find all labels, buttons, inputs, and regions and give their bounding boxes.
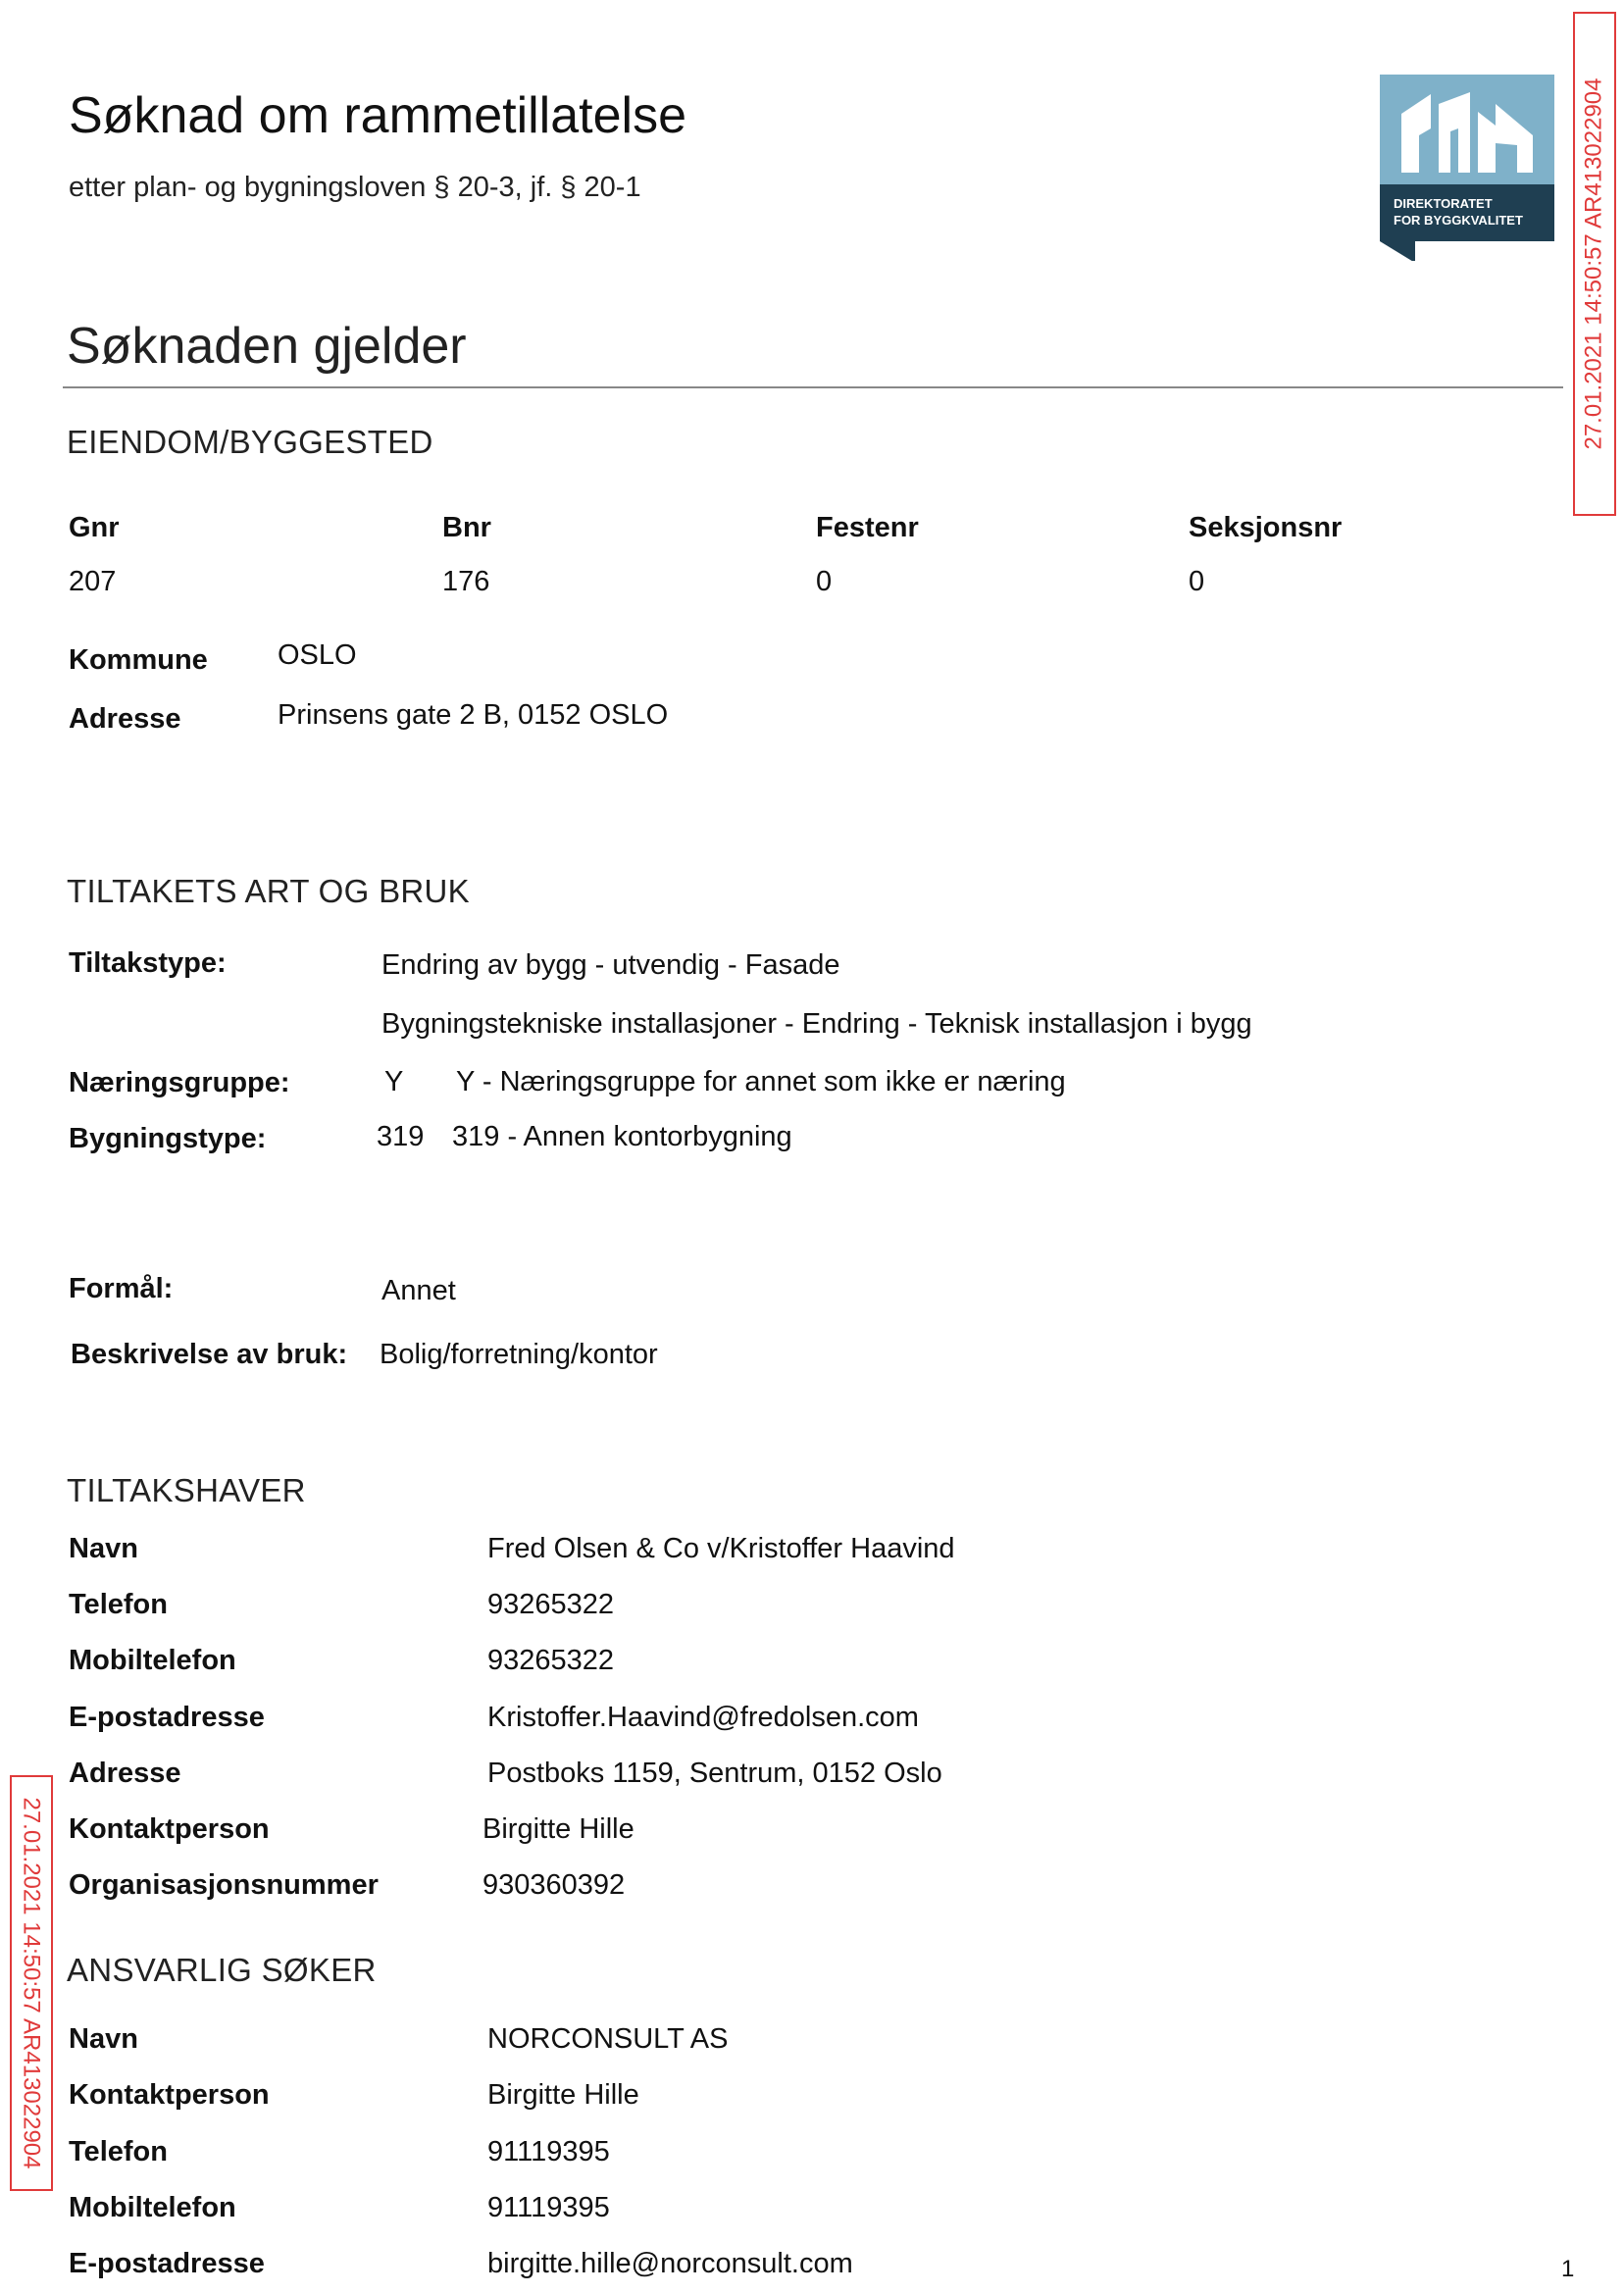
- bygningstype-value: 319 - Annen kontorbygning: [452, 1121, 792, 1152]
- soker-telefon-label: Telefon: [69, 2136, 168, 2167]
- soker-kontakt-value: Birgitte Hille: [487, 2079, 639, 2111]
- bygningstype-label: Bygningstype:: [69, 1123, 267, 1154]
- document-subtitle: etter plan- og bygningsloven § 20-3, jf. § 20-1: [69, 172, 641, 203]
- logo-text-line1: DIREKTORATET: [1394, 196, 1493, 211]
- tiltakshaver-adresse-value: Postboks 1159, Sentrum, 0152 Oslo: [487, 1758, 942, 1789]
- soker-telefon-value: 91119395: [487, 2136, 610, 2167]
- dibk-logo: [1380, 75, 1554, 261]
- tiltakshaver-orgnr-label: Organisasjonsnummer: [69, 1869, 379, 1901]
- value-bnr: 176: [442, 566, 490, 597]
- value-festenr: 0: [816, 566, 833, 597]
- adresse-label: Adresse: [69, 703, 181, 735]
- column-festenr: Festenr: [816, 512, 919, 543]
- kommune-label: Kommune: [69, 644, 208, 676]
- formal-value: Annet: [381, 1275, 456, 1306]
- section-title: Søknaden gjelder: [67, 318, 467, 375]
- document-title: Søknad om rammetillatelse: [69, 87, 686, 144]
- adresse-value: Prinsens gate 2 B, 0152 OSLO: [278, 699, 669, 731]
- beskrivelse-label: Beskrivelse av bruk:: [71, 1339, 348, 1370]
- page-number: 1: [1561, 2256, 1575, 2282]
- tiltakshaver-heading: TILTAKSHAVER: [67, 1472, 306, 1508]
- tiltakshaver-navn-value: Fred Olsen & Co v/Kristoffer Haavind: [487, 1533, 955, 1564]
- eiendom-heading: EIENDOM/BYGGESTED: [67, 424, 433, 460]
- tiltakstype-label: Tiltakstype:: [69, 947, 227, 979]
- tiltakshaver-kontakt-label: Kontaktperson: [69, 1813, 270, 1845]
- tiltakshaver-kontakt-value: Birgitte Hille: [482, 1813, 634, 1845]
- tiltakshaver-epost-value: Kristoffer.Haavind@fredolsen.com: [487, 1702, 919, 1733]
- kommune-value: OSLO: [278, 639, 357, 671]
- tiltakstype-value-2: Bygningstekniske installasjoner - Endring - Teknisk installasjon i bygg: [381, 1008, 1252, 1040]
- section-divider: [63, 386, 1563, 388]
- soker-kontakt-label: Kontaktperson: [69, 2079, 270, 2111]
- tiltakshaver-mobil-label: Mobiltelefon: [69, 1645, 236, 1676]
- tiltakshaver-epost-label: E-postadresse: [69, 1702, 265, 1733]
- column-gnr: Gnr: [69, 512, 120, 543]
- soker-epost-label: E-postadresse: [69, 2248, 265, 2279]
- naeringsgruppe-label: Næringsgruppe:: [69, 1067, 290, 1098]
- soker-mobil-label: Mobiltelefon: [69, 2192, 236, 2223]
- beskrivelse-value: Bolig/forretning/kontor: [380, 1339, 658, 1370]
- ansvarlig-soker-heading: ANSVARLIG SØKER: [67, 1952, 377, 1988]
- tiltak-heading: TILTAKETS ART OG BRUK: [67, 873, 470, 909]
- tiltakshaver-orgnr-value: 930360392: [482, 1869, 626, 1901]
- formal-label: Formål:: [69, 1273, 174, 1304]
- timestamp-stamp-left: 27.01.2021 14:50:57 AR413022904: [10, 1775, 53, 2191]
- tiltakstype-value-1: Endring av bygg - utvendig - Fasade: [381, 949, 840, 981]
- column-seksjonsnr: Seksjonsnr: [1189, 512, 1343, 543]
- soker-epost-value: birgitte.hille@norconsult.com: [487, 2248, 853, 2279]
- value-seksjonsnr: 0: [1189, 566, 1205, 597]
- logo-text-line2: FOR BYGGKVALITET: [1394, 213, 1523, 228]
- soker-mobil-value: 91119395: [487, 2192, 610, 2223]
- tiltakshaver-adresse-label: Adresse: [69, 1758, 181, 1789]
- soker-navn-value: NORCONSULT AS: [487, 2023, 729, 2055]
- timestamp-stamp-right: 27.01.2021 14:50:57 AR413022904: [1573, 12, 1616, 516]
- bygningstype-code: 319: [377, 1121, 425, 1152]
- tiltakshaver-mobil-value: 93265322: [487, 1645, 615, 1676]
- column-bnr: Bnr: [442, 512, 491, 543]
- tiltakshaver-telefon-label: Telefon: [69, 1589, 168, 1620]
- soker-navn-label: Navn: [69, 2023, 138, 2055]
- tiltakshaver-navn-label: Navn: [69, 1533, 138, 1564]
- naeringsgruppe-code: Y: [384, 1066, 404, 1097]
- value-gnr: 207: [69, 566, 117, 597]
- tiltakshaver-telefon-value: 93265322: [487, 1589, 615, 1620]
- naeringsgruppe-value: Y - Næringsgruppe for annet som ikke er næring: [456, 1066, 1066, 1097]
